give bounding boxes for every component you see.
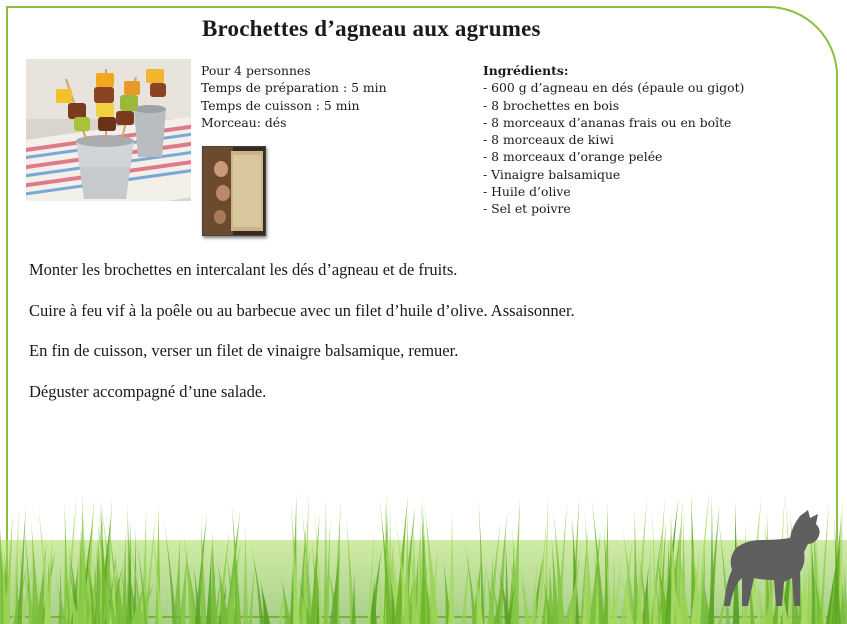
step-text: En fin de cuisson, verser un filet de vinaigre balsamique, remuer. (29, 341, 459, 360)
recipe-steps (29, 260, 809, 422)
servings-text: Pour 4 personnes (201, 63, 311, 78)
cook-time-text: Temps de cuisson : 5 min (201, 97, 360, 113)
cut-text: Morceau: dés (201, 114, 287, 130)
lamb-silhouette-icon (718, 508, 824, 610)
prep-time-text: Temps de préparation : 5 min (201, 80, 387, 96)
recipe-info (201, 62, 387, 131)
step-text: Monter les brochettes en intercalant les dés d’agneau et de fruits. (29, 260, 458, 279)
ingredient-item: - Sel et poivre (483, 201, 571, 217)
ingredients-list (483, 62, 744, 218)
ingredient-item: - 600 g d’agneau en dés (épaule ou gigot) (483, 80, 745, 96)
ingredients-heading: Ingrédients: (483, 63, 569, 78)
ingredient-item: - Vinaigre balsamique (483, 166, 621, 182)
ingredient-item: - 8 morceaux d’ananas frais ou en boîte (483, 114, 732, 130)
step-text: Déguster accompagné d’une salade. (29, 381, 267, 401)
video-thumbnail[interactable] (202, 146, 266, 236)
ingredient-item: - 8 morceaux d’orange pelée (483, 149, 663, 165)
ingredient-item: - Huile d’olive (483, 184, 571, 200)
ingredient-item: - 8 morceaux de kiwi (483, 132, 614, 148)
ingredient-item: - 8 brochettes en bois (483, 97, 620, 113)
recipe-title: Brochettes d’agneau aux agrumes (202, 16, 541, 41)
skewers-photo (26, 59, 191, 201)
step-text: Cuire à feu vif à la poêle ou au barbecue avec un filet d’huile d’olive. Assaisonner. (29, 300, 575, 320)
